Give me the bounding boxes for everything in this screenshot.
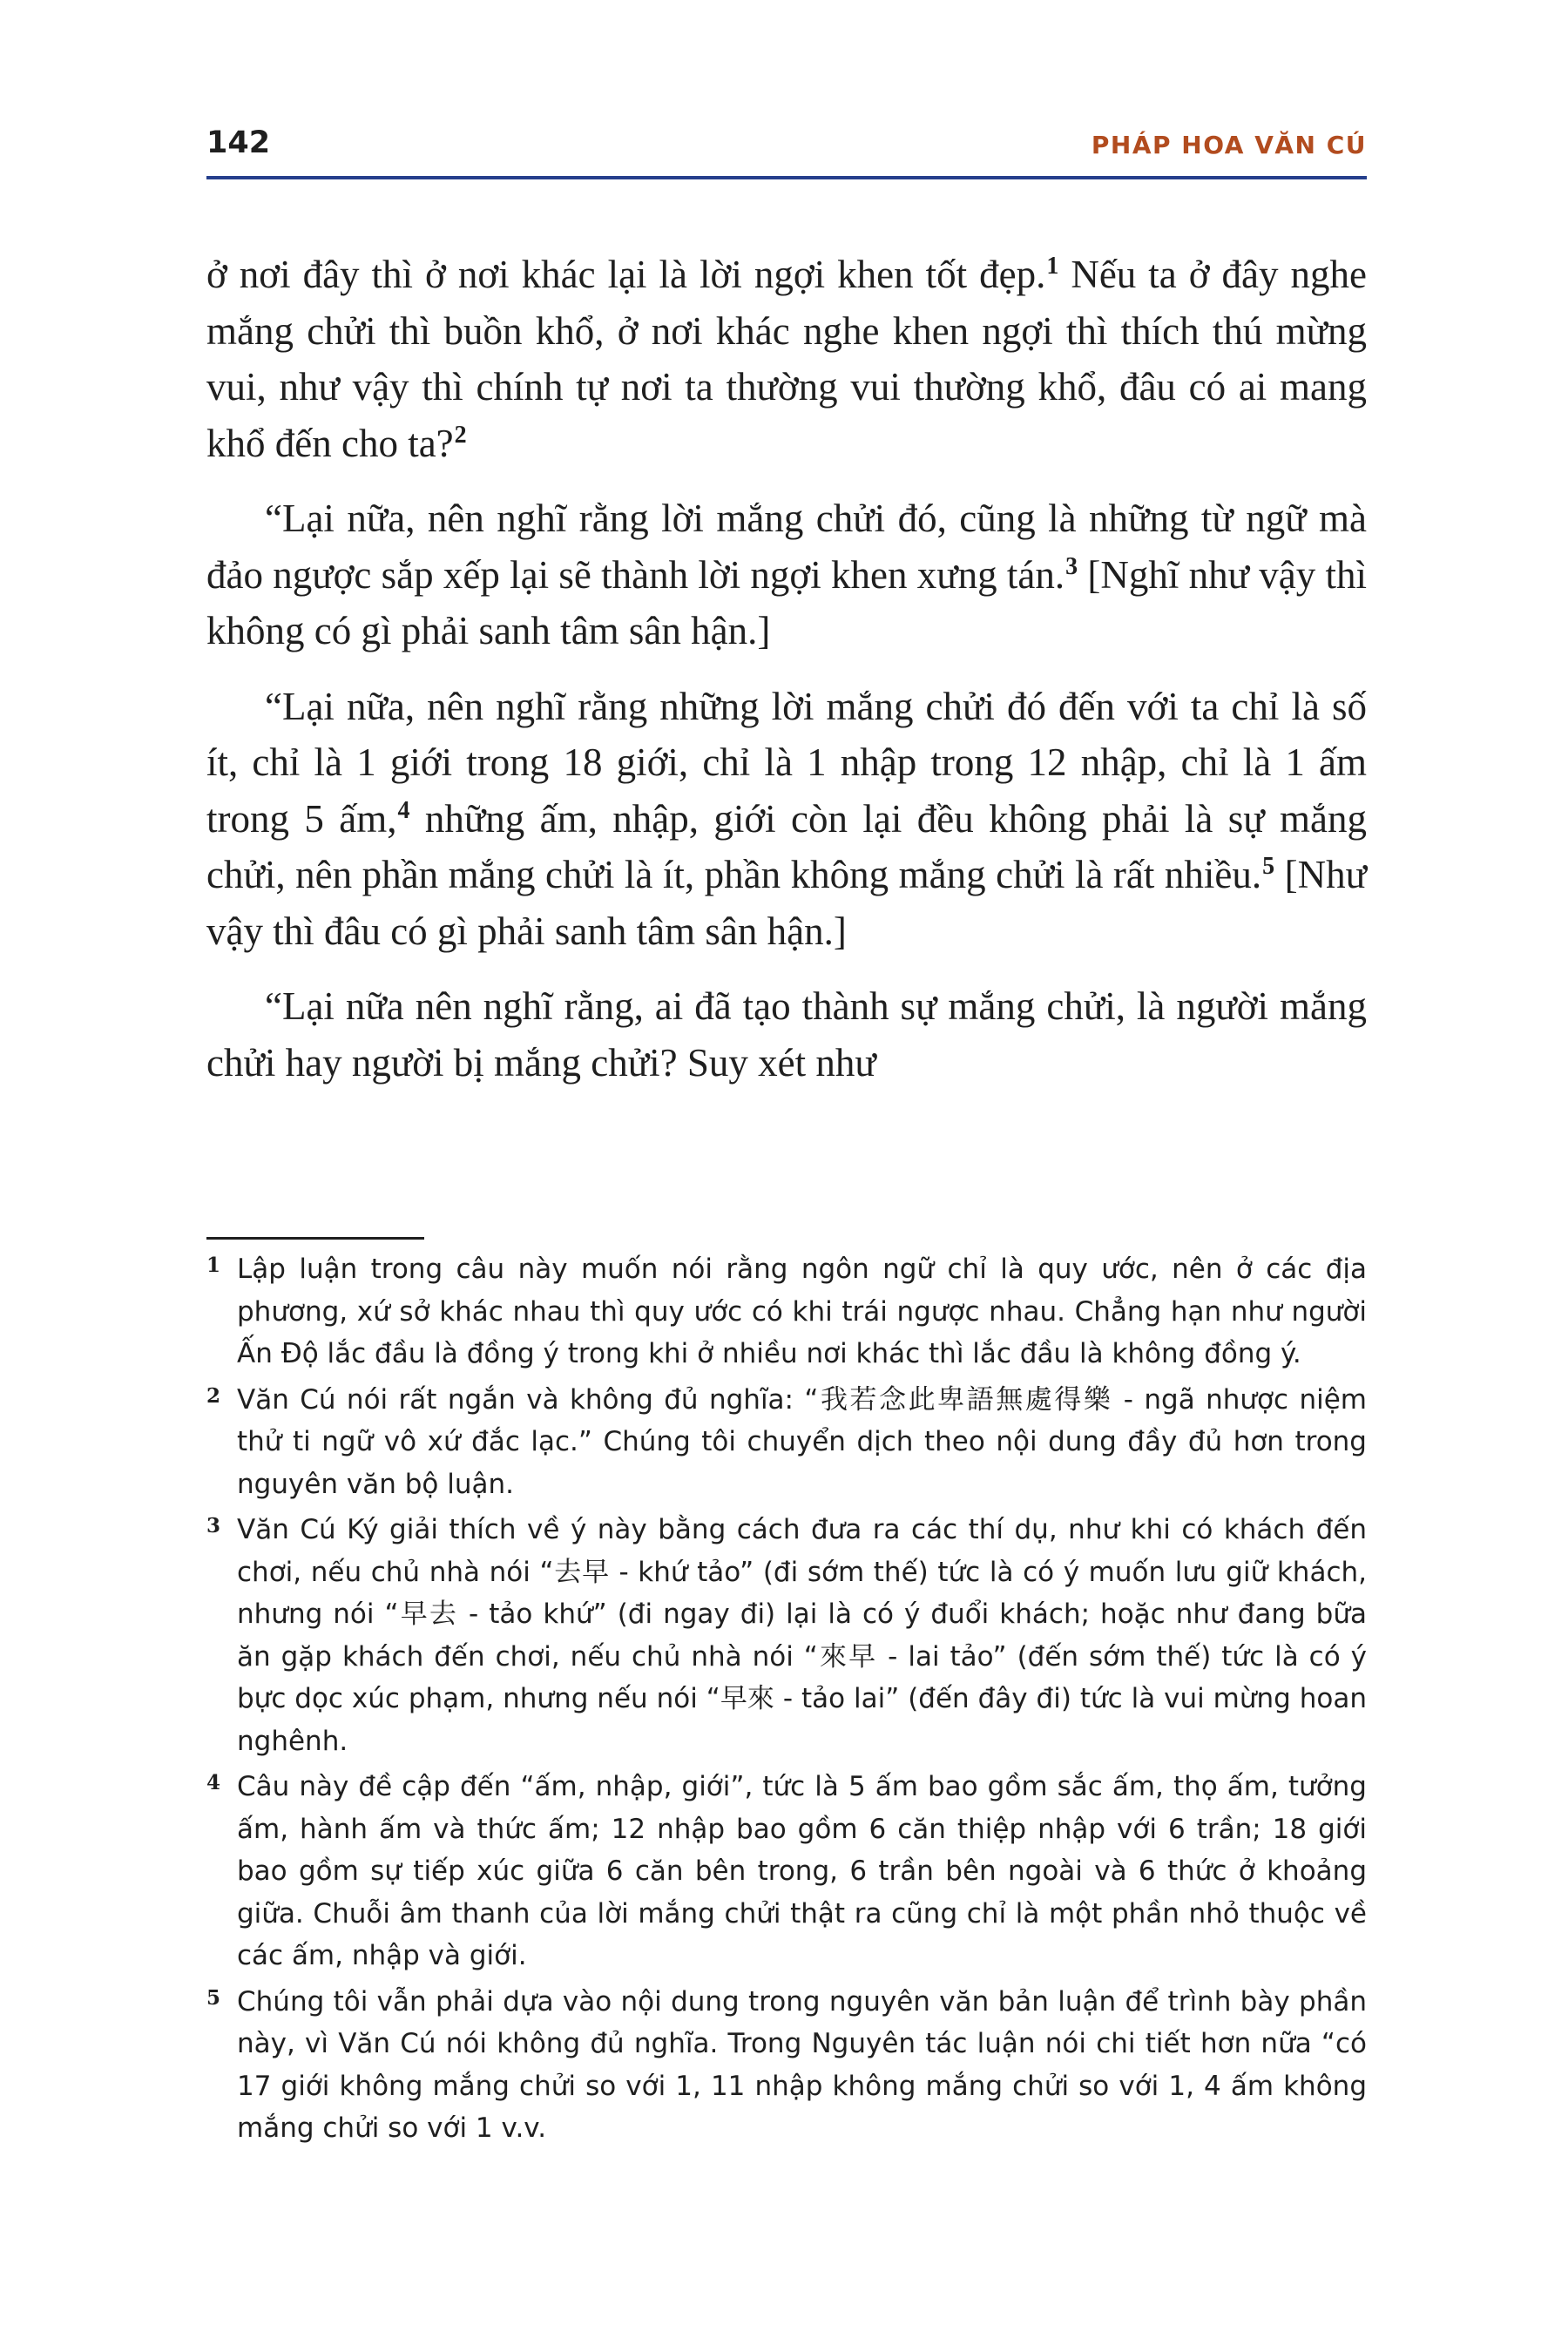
footnote-text: Chúng tôi vẫn phải dựa vào nội dung trong nguyên văn bản luận để trình bày phần này, vì Văn Cú nói không đủ nghĩa. Trong Nguyên tác luận nói chi tiết hơn nữa “có 17 giới không mắng chửi so với 1, 11 nhập không mắng chửi so với 1, 4 ấm không mắng chửi so với 1 v.v. (237, 1985, 1367, 2144)
footnote-ref-4[interactable]: 4 (397, 796, 410, 824)
footnote-text: Văn Cú Ký giải thích về ý này bằng cách đưa ra các thí dụ, như khi có khách đến chơi, nếu chủ nhà nói “去早 - khứ tảo” (đi sớm thế) tức là có ý muốn lưu giữ khách, nhưng nói “早去 - tảo khứ” (đi ngay đi) lại là có ý đuổi khách; hoặc như đang bữa ăn gặp khách đến chơi, nếu chủ nhà nói “來早 - lai tảo” (đến sớm thế) tức là có ý bực dọc xúc phạm, nhưng nếu nói “早來 - tảo lai” (đến đây đi) tức là vui mừng hoan nghênh. (237, 1514, 1367, 1757)
running-header (206, 122, 1367, 176)
footnote-number: 1 (206, 1254, 221, 1277)
paragraph-2-text-b: [Nghĩ như vậy thì không có gì phải sanh tâm sân hận.] (206, 552, 1368, 652)
paragraph-1-text-b: Nếu ta ở đây nghe mắng chửi thì buồn khổ, ở nơi khác nghe khen ngợi thì thích thú mừng vui, như vậy thì chính tự nơi ta thường vui thường khổ, đâu có ai mang khổ đến cho ta? (206, 253, 1367, 465)
footnote-ref-5[interactable]: 5 (1262, 853, 1275, 880)
header-rule (206, 176, 1367, 179)
paragraph-2 (206, 490, 1367, 659)
footnote-text: Lập luận trong câu này muốn nói rằng ngôn ngữ chỉ là quy ước, nên ở các địa phương, xứ sở khác nhau thì quy ước có khi trái ngược nhau. Chẳng hạn như người Ấn Độ lắc đầu là đồng ý trong khi ở nhiều nơi khác thì lắc đầu là không đồng ý. (237, 1254, 1367, 1369)
footnote-2 (206, 1379, 1367, 1506)
footnote-number: 3 (206, 1514, 221, 1538)
footnote-text: Câu này đề cập đến “ấm, nhập, giới”, tức là 5 ấm bao gồm sắc ấm, thọ ấm, tưởng ấm, hành ấm và thức ấm; 12 nhập bao gồm 6 căn thiệp nhập với 6 trần; 18 giới bao gồm sự tiếp xúc giữa 6 căn bên trong, 6 trần bên ngoài và 6 thức ở khoảng giữa. Chuỗi âm thanh của lời mắng chửi thật ra cũng chỉ là một phần nhỏ thuộc về các ấm, nhập và giới. (237, 1771, 1367, 1971)
footnote-5 (206, 1981, 1367, 2150)
footnote-text: Văn Cú nói rất ngắn và không đủ nghĩa: “我若念此卑語無處得樂 - ngã nhược niệm thử ti ngữ vô xứ đắc lạc.” Chúng tôi chuyển dịch theo nội dung đầy đủ hơn trong nguyên văn bộ luận. (237, 1383, 1367, 1500)
footnotes (206, 1248, 1367, 2153)
footnote-ref-3[interactable]: 3 (1065, 552, 1078, 580)
page-number: 142 (206, 125, 271, 160)
footnote-number: 4 (206, 1771, 221, 1794)
paragraph-3-text-b: những ấm, nhập, giới còn lại đều không phải là sự mắng chửi, nên phần mắng chửi là ít, phần không mắng chửi là rất nhiều. (206, 796, 1367, 896)
paragraph-2-text-a: “Lại nữa, nên nghĩ rằng lời mắng chửi đó, cũng là những từ ngữ mà đảo ngược sắp xếp lại sẽ thành lời ngợi khen xưng tán. (206, 497, 1367, 597)
footnote-number: 2 (206, 1383, 221, 1408)
footnote-4 (206, 1766, 1367, 1977)
paragraph-1-text-a: ở nơi đây thì ở nơi khác lại là lời ngợi khen tốt đẹp. (206, 253, 1046, 296)
footnote-1 (206, 1248, 1367, 1375)
footnote-3 (206, 1509, 1367, 1762)
footnote-separator (206, 1237, 424, 1240)
footnote-number: 5 (206, 1985, 221, 2010)
paragraph-1 (206, 247, 1367, 471)
paragraph-3 (206, 679, 1367, 960)
paragraph-3-text-c: [Như vậy thì đâu có gì phải sanh tâm sân hận.] (206, 853, 1367, 953)
footnote-ref-1[interactable]: 1 (1046, 253, 1059, 280)
book-title: PHÁP HOA VĂN CÚ (1091, 131, 1367, 159)
paragraph-3-text-a: “Lại nữa, nên nghĩ rằng những lời mắng chửi đó đến với ta chỉ là số ít, chỉ là 1 giới trong 18 giới, chỉ là 1 nhập trong 12 nhập, chỉ là 1 ấm trong 5 ấm, (206, 684, 1367, 841)
paragraph-4: “Lại nữa nên nghĩ rằng, ai đã tạo thành sự mắng chửi, là người mắng chửi hay người bị mắng chửi? Suy xét như (206, 984, 1367, 1085)
body-text (206, 247, 1367, 1110)
footnote-ref-2[interactable]: 2 (454, 421, 467, 449)
